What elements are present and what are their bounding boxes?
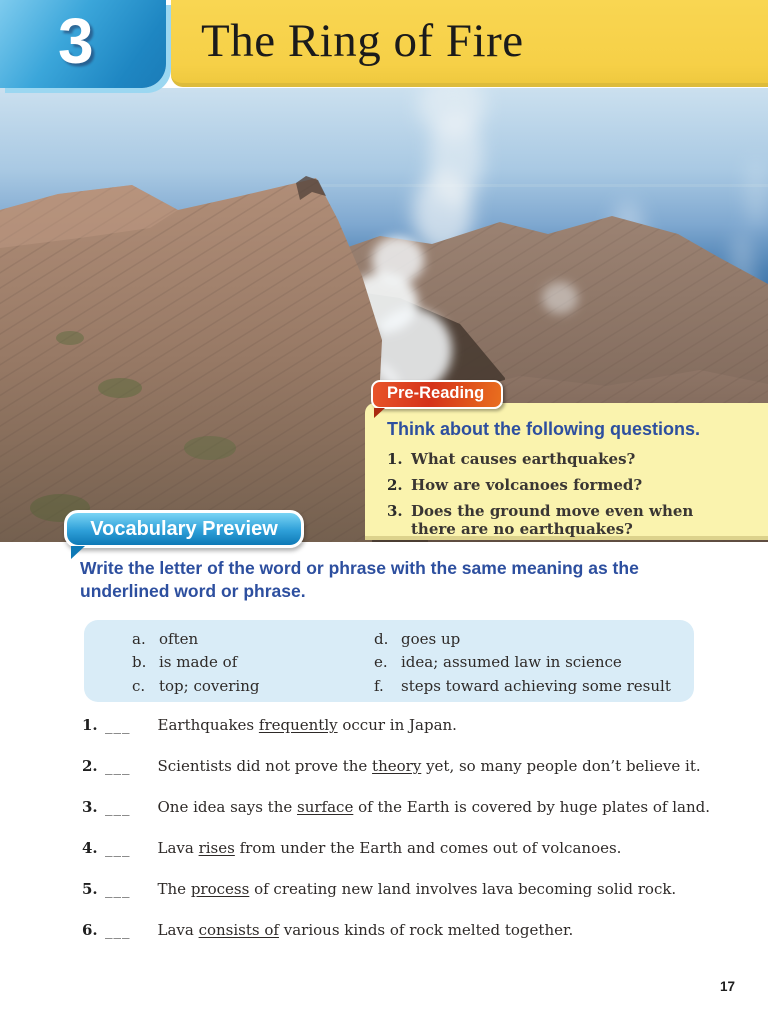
title-bar xyxy=(171,0,768,87)
question-number: 1. xyxy=(387,450,403,468)
answer-blank: ___ xyxy=(105,839,131,857)
sentence-number: 3. xyxy=(82,798,98,816)
underlined-word: consists of xyxy=(198,921,279,939)
answer-blank: ___ xyxy=(105,716,131,734)
sentence-5 xyxy=(82,880,762,898)
sentence-text: One idea says the surface of the Earth is covered by huge plates of land. xyxy=(157,798,711,816)
answer-blank: ___ xyxy=(105,921,131,939)
answer-blank: ___ xyxy=(105,880,131,898)
sentence-1 xyxy=(82,716,762,734)
option-letter: c. xyxy=(132,676,146,695)
underlined-word: process xyxy=(190,880,250,898)
option-text: often xyxy=(159,630,199,648)
pre-reading-tab xyxy=(371,380,503,409)
page-title: The Ring of Fire xyxy=(201,15,524,67)
sentence-number: 4. xyxy=(82,839,98,857)
sentence-text: Lava consists of various kinds of rock melted together. xyxy=(157,921,574,939)
option-f xyxy=(374,678,671,695)
option-text: is made of xyxy=(159,653,238,672)
option-text: idea; assumed law in science xyxy=(401,653,622,672)
sentence-text: Scientists did not prove the theory yet, so many people don’t believe it. xyxy=(157,757,701,775)
chapter-number: 3 xyxy=(58,5,94,77)
options-column-right xyxy=(374,631,671,702)
question-text: What causes earthquakes? xyxy=(411,450,636,468)
sentence-number: 1. xyxy=(82,716,98,734)
question-text: Does the ground move even when there are no earthquakes? xyxy=(411,501,694,539)
option-text: steps toward achieving some result xyxy=(401,676,671,695)
sentence-text: Earthquakes frequently occur in Japan. xyxy=(157,716,457,734)
sentence-3 xyxy=(82,798,762,816)
sentence-number: 2. xyxy=(82,757,98,775)
vocabulary-sentences xyxy=(82,716,762,939)
vocabulary-preview-tab xyxy=(64,510,304,548)
option-c xyxy=(132,678,374,695)
options-column-left xyxy=(132,631,374,702)
underlined-word: theory xyxy=(372,757,422,775)
option-a xyxy=(132,631,374,648)
sentence-text: Lava rises from under the Earth and comes out of volcanoes. xyxy=(157,839,622,857)
underlined-word: frequently xyxy=(258,716,338,734)
option-letter: d. xyxy=(374,630,389,648)
option-e xyxy=(374,654,671,671)
question-text: How are volcanoes formed? xyxy=(411,475,643,494)
sentence-text: The process of creating new land involves lava becoming solid rock. xyxy=(157,880,677,898)
option-text: top; covering xyxy=(159,676,260,695)
pre-reading-question-list xyxy=(387,450,756,539)
option-letter: a. xyxy=(132,630,146,648)
answer-options-box xyxy=(84,620,694,702)
answer-blank: ___ xyxy=(105,757,131,775)
option-letter: f. xyxy=(374,676,384,695)
chapter-number-badge xyxy=(0,0,166,88)
sentence-2 xyxy=(82,757,762,775)
option-letter: e. xyxy=(374,653,388,672)
answer-blank: ___ xyxy=(105,798,131,816)
exercise-instructions: Write the letter of the word or phrase with the same meaning as the underlined word or phrase. xyxy=(80,558,639,601)
pre-reading-panel xyxy=(365,384,768,540)
vocabulary-preview-tab-label: Vocabulary Preview xyxy=(90,517,278,540)
page-number: 17 xyxy=(720,979,736,994)
sentence-number: 6. xyxy=(82,921,98,939)
question-number: 3. xyxy=(387,501,403,520)
sentence-6 xyxy=(82,921,762,939)
pre-reading-question xyxy=(387,476,756,495)
underlined-word: surface xyxy=(297,798,354,816)
underlined-word: rises xyxy=(198,839,235,857)
option-b xyxy=(132,654,374,671)
sentence-number: 5. xyxy=(82,880,98,898)
pre-reading-tab-label: Pre-Reading xyxy=(387,384,485,402)
pre-reading-heading: Think about the following questions. xyxy=(387,419,700,439)
option-letter: b. xyxy=(132,653,147,672)
question-number: 2. xyxy=(387,475,403,494)
pre-reading-question xyxy=(387,450,756,469)
option-d xyxy=(374,631,671,648)
pre-reading-question xyxy=(387,502,756,540)
sentence-4 xyxy=(82,839,762,857)
option-text: goes up xyxy=(401,630,461,648)
